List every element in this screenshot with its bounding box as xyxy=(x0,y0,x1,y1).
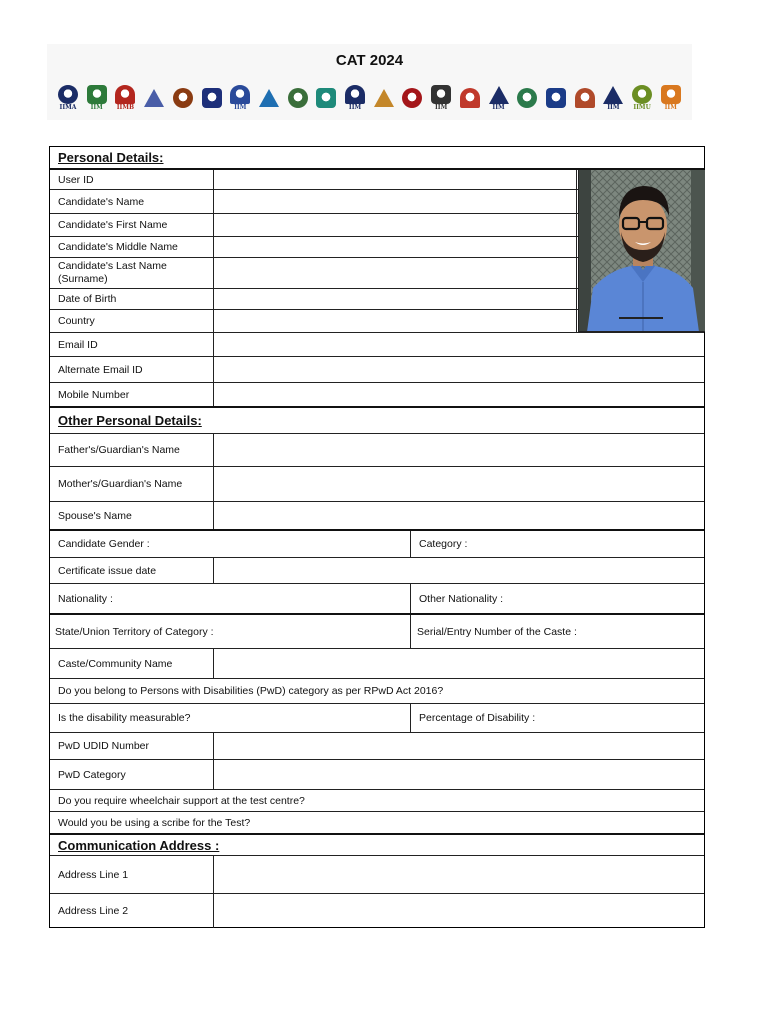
last-name-label-line1: Candidate's Last Name xyxy=(58,260,167,272)
measurable-label: Is the disability measurable? xyxy=(50,704,411,732)
iim-bodh-gaya-logo-emblem xyxy=(144,89,164,107)
iim-sambalpur-logo-text: IIM xyxy=(492,103,505,111)
iim-udaipur-logo-text: IIM xyxy=(607,103,620,111)
iim-nagpur-logo-emblem xyxy=(374,89,394,107)
iim-visakhapatnam-logo-text: IIMU xyxy=(633,104,651,111)
caste-name-row xyxy=(50,649,704,679)
iim-logo-last-emblem xyxy=(661,85,681,104)
address-header-row xyxy=(50,835,704,856)
iim-raipur-logo xyxy=(401,85,423,111)
iim-mumbai-logo-text: IIM xyxy=(348,104,362,111)
iim-nagpur-logo xyxy=(373,85,395,111)
country-value[interactable] xyxy=(214,310,577,332)
gender-label: Candidate Gender : xyxy=(50,531,411,557)
iim-visakhapatnam-logo xyxy=(631,85,653,111)
alt-email-value[interactable] xyxy=(214,357,704,382)
iim-ahmedabad-logo-text: IIMA xyxy=(59,104,77,111)
exam-title: CAT 2024 xyxy=(335,52,404,69)
iim-jammu-logo-text: IIM xyxy=(234,104,247,111)
mobile-label: Mobile Number xyxy=(50,383,214,406)
category-label: Category : xyxy=(419,538,468,550)
middle-name-label: Candidate's Middle Name xyxy=(50,237,214,257)
candidate-name-value[interactable] xyxy=(214,190,577,213)
father-label: Father's/Guardian's Name xyxy=(50,434,214,466)
cert-date-label: Certificate issue date xyxy=(50,558,214,583)
address-line1-label: Address Line 1 xyxy=(50,856,214,893)
spouse-value[interactable] xyxy=(214,502,704,529)
iim-visakhapatnam-logo-emblem xyxy=(632,85,652,104)
candidate-name-label: Candidate's Name xyxy=(50,190,214,213)
address-line1-row xyxy=(50,856,704,894)
scribe-label: Would you be using a scribe for the Test? xyxy=(58,816,251,829)
wheelchair-label: Do you require wheelchair support at the test centre? xyxy=(58,794,305,807)
iim-rohtak-logo xyxy=(459,85,481,111)
iim-bangalore-logo-text: IIMB xyxy=(116,104,135,111)
cert-date-row xyxy=(50,558,704,584)
application-form xyxy=(49,146,705,928)
pwd-category-value[interactable] xyxy=(214,760,704,789)
iim-udaipur-logo-emblem xyxy=(603,86,623,104)
user-id-label: User ID xyxy=(50,170,214,189)
iim-bodh-gaya-logo xyxy=(143,85,165,111)
iim-jammu-logo xyxy=(229,85,251,111)
iim-mumbai-logo-emblem xyxy=(345,85,365,104)
iim-logo-last xyxy=(660,85,682,111)
other-details-header-row xyxy=(50,408,704,434)
institute-logos-strip xyxy=(57,80,682,116)
address-heading: Communication Address : xyxy=(58,837,220,853)
iim-tiruchirappalli-logo xyxy=(574,85,596,111)
dob-label: Date of Birth xyxy=(50,289,214,309)
iim-ranchi-logo-emblem xyxy=(431,85,451,104)
last-name-value[interactable] xyxy=(214,258,577,288)
candidate-photo-image xyxy=(579,170,705,332)
iim-kashipur-logo-emblem xyxy=(259,89,279,107)
iim-sambalpur-logo xyxy=(488,85,510,111)
mother-row xyxy=(50,467,704,502)
iim-kashipur-logo xyxy=(258,85,280,111)
iim-tiruchirappalli-logo-emblem xyxy=(575,88,595,108)
alt-email-label: Alternate Email ID xyxy=(50,357,214,382)
scribe-row xyxy=(50,812,704,835)
pwd-question-label: Do you belong to Persons with Disabilities (PwD) category as per RPwD Act 2016? xyxy=(58,685,444,697)
candidate-photo xyxy=(578,170,705,332)
udid-label: PwD UDID Number xyxy=(50,733,214,759)
mother-label: Mother's/Guardian's Name xyxy=(50,467,214,501)
address-line2-row xyxy=(50,894,704,928)
mother-value[interactable] xyxy=(214,467,704,501)
iim-rohtak-logo-emblem xyxy=(460,88,480,108)
iim-ahmedabad-logo xyxy=(57,85,79,111)
iim-calcutta-logo xyxy=(172,85,194,111)
iim-ranchi-logo xyxy=(430,85,452,111)
iim-sirmaur-logo xyxy=(545,85,567,111)
pct-disability-label: Percentage of Disability : xyxy=(419,712,536,724)
cert-date-value[interactable] xyxy=(214,558,704,583)
iim-bangalore-logo-emblem xyxy=(115,85,135,104)
pwd-category-row xyxy=(50,760,704,790)
iim-bangalore-logo xyxy=(114,85,136,111)
iim-lucknow-logo xyxy=(315,85,337,111)
user-id-value[interactable] xyxy=(214,170,577,189)
udid-row xyxy=(50,733,704,760)
iim-sirmaur-logo-emblem xyxy=(546,88,566,108)
address-line1-value[interactable] xyxy=(214,856,704,893)
iim-shillong-logo-emblem xyxy=(517,88,537,108)
last-name-label-line2: (Surname) xyxy=(58,273,108,285)
iim-ahmedabad-logo-emblem xyxy=(58,85,78,104)
iim-calcutta-logo-emblem xyxy=(173,88,193,108)
last-name-label xyxy=(50,258,214,288)
country-label: Country xyxy=(50,310,214,332)
email-value[interactable] xyxy=(214,333,704,356)
iim-lucknow-logo-emblem xyxy=(316,88,336,108)
nationality-row xyxy=(50,584,704,615)
iim-shillong-logo xyxy=(516,85,538,111)
pwd-question-row xyxy=(50,679,704,704)
caste-name-label: Caste/Community Name xyxy=(50,649,214,678)
mobile-value[interactable] xyxy=(214,383,704,406)
gender-category-row xyxy=(50,531,704,558)
iim-kozhikode-logo xyxy=(287,85,309,111)
personal-details-header-row xyxy=(50,147,704,170)
state-ut-label: State/Union Territory of Category : xyxy=(50,615,411,648)
father-value[interactable] xyxy=(214,434,704,466)
other-nationality-label: Other Nationality : xyxy=(419,592,504,605)
email-label: Email ID xyxy=(50,333,214,356)
pwd-category-label: PwD Category xyxy=(50,760,214,789)
iim-udaipur-logo xyxy=(602,85,624,111)
nationality-label: Nationality : xyxy=(50,584,411,613)
state-caste-row xyxy=(50,615,704,649)
other-details-heading: Other Personal Details: xyxy=(58,413,202,428)
iim-indore-logo-emblem xyxy=(202,88,222,108)
dob-value[interactable] xyxy=(214,289,577,309)
iim-amritsar-logo-text: IIM xyxy=(90,104,103,111)
iim-amritsar-logo-emblem xyxy=(87,85,107,104)
first-name-value[interactable] xyxy=(214,214,577,236)
measurable-row xyxy=(50,704,704,733)
iim-mumbai-logo xyxy=(344,85,366,111)
iim-ranchi-logo-text: IIM xyxy=(435,104,448,111)
iim-sambalpur-logo-emblem xyxy=(489,86,509,104)
iim-amritsar-logo xyxy=(86,85,108,111)
personal-details-heading: Personal Details: xyxy=(58,150,164,165)
iim-logo-last-text: IIM xyxy=(664,104,677,111)
address-line2-label: Address Line 2 xyxy=(50,894,214,928)
iim-jammu-logo-emblem xyxy=(230,85,250,104)
spouse-row xyxy=(50,502,704,531)
iim-kozhikode-logo-emblem xyxy=(288,88,308,108)
iim-raipur-logo-emblem xyxy=(402,88,422,108)
alt-email-row xyxy=(50,357,704,383)
email-row xyxy=(50,333,704,357)
middle-name-value[interactable] xyxy=(214,237,577,257)
father-row xyxy=(50,434,704,467)
first-name-label: Candidate's First Name xyxy=(50,214,214,236)
caste-name-value[interactable] xyxy=(214,649,704,678)
udid-value[interactable] xyxy=(214,733,704,759)
spouse-label: Spouse's Name xyxy=(50,502,214,529)
iim-indore-logo xyxy=(201,85,223,111)
address-line2-value[interactable] xyxy=(214,894,704,928)
mobile-row xyxy=(50,383,704,408)
serial-caste-label: Serial/Entry Number of the Caste : xyxy=(417,625,577,638)
form-header xyxy=(47,44,692,120)
wheelchair-row xyxy=(50,790,704,812)
